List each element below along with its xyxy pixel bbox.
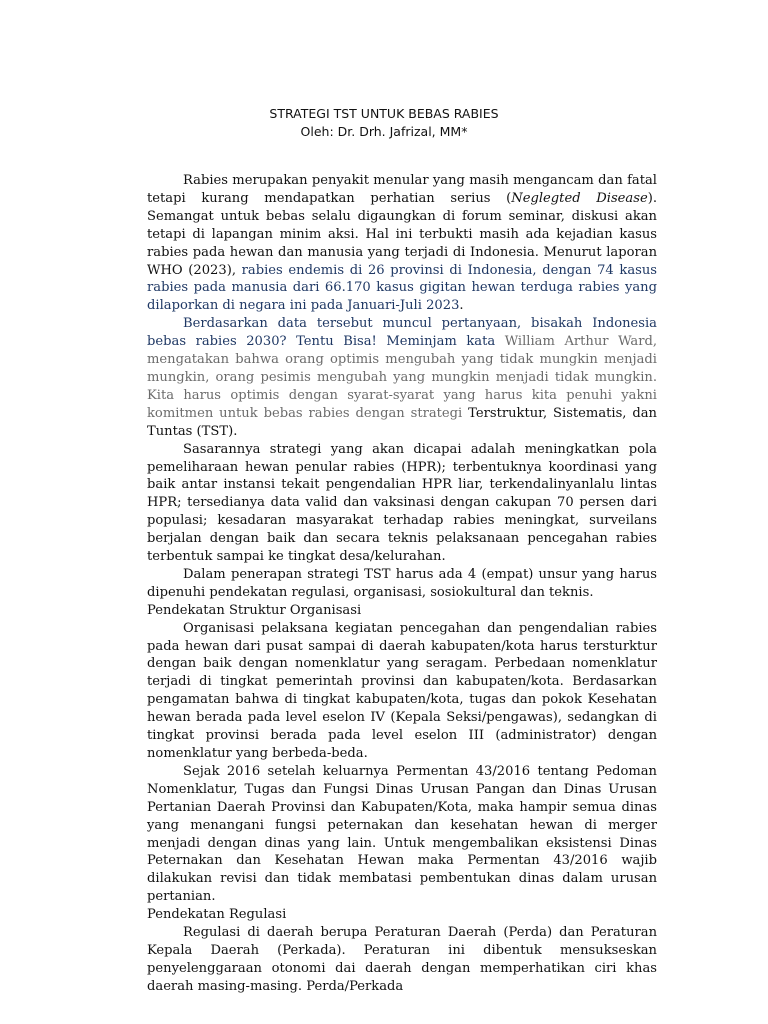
heading-regulasi: Pendekatan Regulasi (147, 907, 287, 923)
p1-italic-term: Neglegted Disease (511, 190, 648, 206)
document-body (147, 172, 657, 996)
paragraph-approach: Dalam penerapan strategi TST harus ada 4 (empat) unsur yang harus dipenuhi pendekatan regulasi, organisasi, sosiokultural dan teknis. (147, 566, 657, 600)
p2-quote: William Arthur Ward, mengatakan bahwa orang optimis mengubah yang tidak mungkin menjadi mungkin, orang pesimis mengubah yang mungkin menjadi tidak mungkin. Kita harus optimis dengan syarat-syarat yang harus kita penuhi yakni komitmen untuk bebas rabies dengan strategi (147, 334, 658, 421)
paragraph-question (147, 315, 657, 440)
p1-highlight-1: rabies endemis di 26 provinsi di Indonesia, dengan (241, 262, 598, 278)
p2-highlight: Berdasarkan data tersebut muncul pertanyaan, bisakah Indonesia bebas rabies 2030? Tentu Bisa! Meminjam kata (147, 316, 657, 350)
paragraph-organisasi: Organisasi pelaksana kegiatan pencegahan dan pengendalian rabies pada hewan dari pusat sampai di daerah kabupaten/kota harus tersturktur dengan baik dengan nomenklatur yang seragam. Perbedaan nomenklatur terjadi di tingkat pemerintah provinsi dan kabupaten/kota. Berdasarkan pengamatan bahwa di tingkat kabupaten/kota, tugas dan pokok Kesehatan hewan berada pada level eselon IV (Kepala Seksi/pengawas), sedangkan di tingkat provinsi berada pada level eselon III (administrator) dengan nomenklatur yang berbeda-beda. (147, 620, 657, 761)
p1-text-b: ). Semangat untuk bebas selalu digaungkan di forum seminar, diskusi akan tetapi di lapangan minim aksi. Hal ini terbukti masih ada kejadian kasus rabies pada hewan dan manusia yang terjadi di Indonesia. Menurut laporan WHO (2023), (147, 190, 657, 278)
document-title: STRATEGI TST UNTUK BEBAS RABIES (269, 106, 499, 121)
paragraph-permentan: Sejak 2016 setelah keluarnya Permentan 43/2016 tentang Pedoman Nomenklatur, Tugas dan Fungsi Dinas Urusan Pangan dan Dinas Urusan Pertanian Daerah Provinsi dan Kabupaten/Kota, maka hampir semua dinas yang menangani fungsi peternakan dan kesehatan hewan di merger menjadi dengan dinas yang lain. Untuk mengembalikan eksistensi Dinas Peternakan dan Kesehatan Hewan maka Permentan 43/2016 wajib dilakukan revisi dan tidak membatasi pembentukan dinas dalam urusan pertanian. (147, 763, 657, 905)
p2-end: Terstruktur, Sistematis, dan Tuntas (TST). (147, 405, 657, 439)
paragraph-intro (147, 172, 657, 315)
document-author: Oleh: Dr. Drh. Jafrizal, MM* (300, 124, 468, 139)
p1-end: . (459, 298, 464, 314)
paragraph-regulasi: Regulasi di daerah berupa Peraturan Daerah (Perda) dan Peraturan Kepala Daerah (Perkada). Peraturan ini dibentuk mensukseskan penyelenggaraan otonomi dai daerah dengan memperhatikan ciri khas daerah masing-masing. Perda/Perkada (147, 925, 657, 994)
p1-text-a: Rabies merupakan penyakit menular yang masih mengancam dan fatal tetapi kurang mendapatkan perhatian serius ( (147, 173, 657, 206)
heading-organisasi: Pendekatan Struktur Organisasi (147, 602, 362, 618)
p1-highlight-2: 74 kasus rabies pada manusia dari 66.170 kasus gigitan hewan terduga rabies yang dilaporkan di negara ini pada Januari-Juli 2023 (147, 262, 657, 314)
paragraph-targets: Sasarannya strategi yang akan dicapai adalah meningkatkan pola pemeliharaan hewan penular rabies (HPR); terbentuknya koordinasi yang baik antar instansi tekait pengendalian HPR liar, terkendalinyanlalu lintas HPR; tersedianya data valid dan vaksinasi dengan cakupan 70 persen dari populasi; kesadaran masyarakat terhadap rabies meningkat, surveilans berjalan dengan baik dan secara teknis pelaksanaan pencegahan rabies terbentuk sampai ke tingkat desa/kelurahan. (147, 441, 657, 565)
